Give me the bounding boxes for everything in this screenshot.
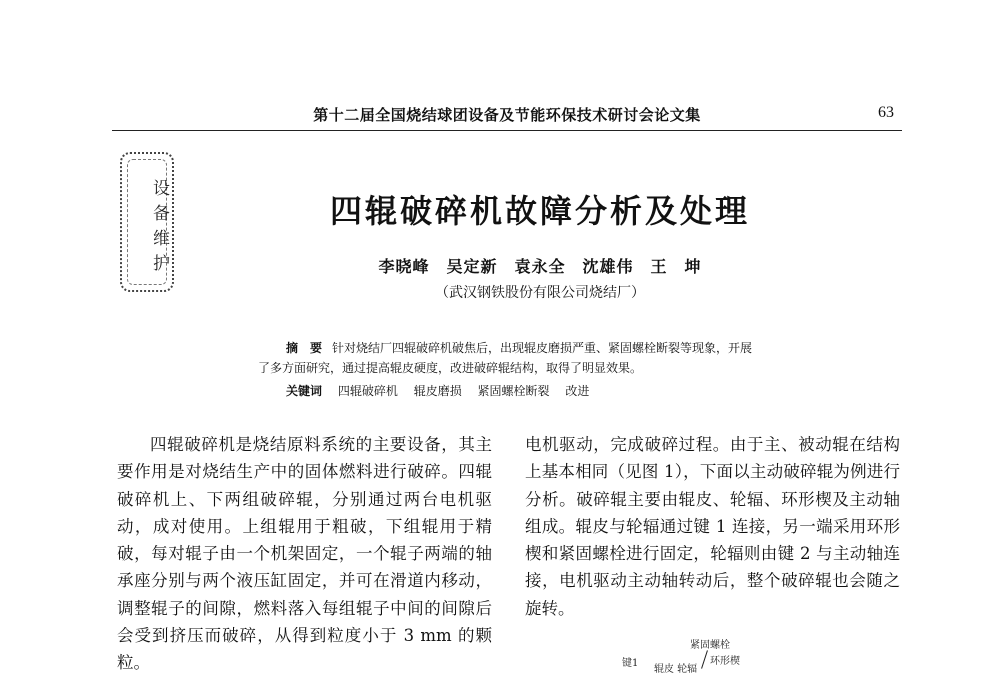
journal-title: 第十二届全国烧结球团设备及节能环保技术研讨会论文集 (313, 106, 701, 124)
section-stamp-text: 设备维护 (149, 179, 169, 279)
affiliation: （武汉钢铁股份有限公司烧结厂） (435, 285, 645, 301)
keyword: 改进 (565, 384, 590, 398)
abstract-label: 摘 要 (286, 341, 323, 355)
body-column-right (525, 431, 900, 622)
author-list: 李晓峰 吴定新 袁永全 沈雄伟 王 坤 (378, 257, 702, 276)
keywords-label: 关键词 (286, 384, 323, 398)
abstract (258, 338, 758, 378)
page-number: 63 (878, 104, 894, 121)
figure-leader-line (701, 650, 708, 668)
keyword: 辊皮磨损 (413, 384, 462, 398)
figure-1-partial (610, 632, 810, 675)
abstract-text: 针对烧结厂四辊破碎机破焦后，出现辊皮磨损严重、紧固螺栓断裂等现象，开展了多方面研究，通过提高辊皮硬度，改进破碎辊结构，取得了明显效果。 (258, 341, 753, 375)
figure-label-key1: 键1 (622, 658, 639, 669)
keywords (258, 382, 758, 399)
figure-label-shell-spoke: 辊皮 轮辐 (654, 664, 698, 675)
keyword: 四辊破碎机 (337, 384, 398, 398)
section-stamp (120, 152, 174, 292)
body-paragraph: 四辊破碎机是烧结原料系统的主要设备，其主要作用是对烧结生产中的固体燃料进行破碎。四辊破碎机上、下两组破碎辊，分别通过两台电机驱动，成对使用。上组辊用于粗破，下组辊用于精破，每对辊子由一个机架固定，一个辊子两端的轴承座分别与两个液压缸固定，并可在滑道内移动，调整辊子的间隙，燃料落入每组辊子中间的间隙后会受到挤压而破碎，从得到粒度小于 3 mm 的颗粒。 (117, 435, 492, 673)
keyword: 紧固螺栓断裂 (477, 384, 550, 398)
body-paragraph: 电机驱动，完成破碎过程。由于主、被动辊在结构上基本相同（见图 1），下面以主动破碎辊为例进行分析。破碎辊主要由辊皮、轮辐、环形楔及主动轴组成。辊皮与轮辐通过键 1 连接，另一端采用环形楔和紧固螺栓进行固定，轮辐则由键 2 与主动轴连接，电机驱动主动轴转动后，整个破碎辊也会随之旋转。 (525, 435, 900, 618)
paper-title: 四辊破碎机故障分析及处理 (329, 192, 750, 230)
body-column-left (117, 431, 492, 677)
running-header (112, 100, 902, 131)
figure-label-ring-wedge: 环形楔 (710, 656, 740, 667)
figure-label-bolt: 紧固螺栓 (690, 640, 730, 651)
